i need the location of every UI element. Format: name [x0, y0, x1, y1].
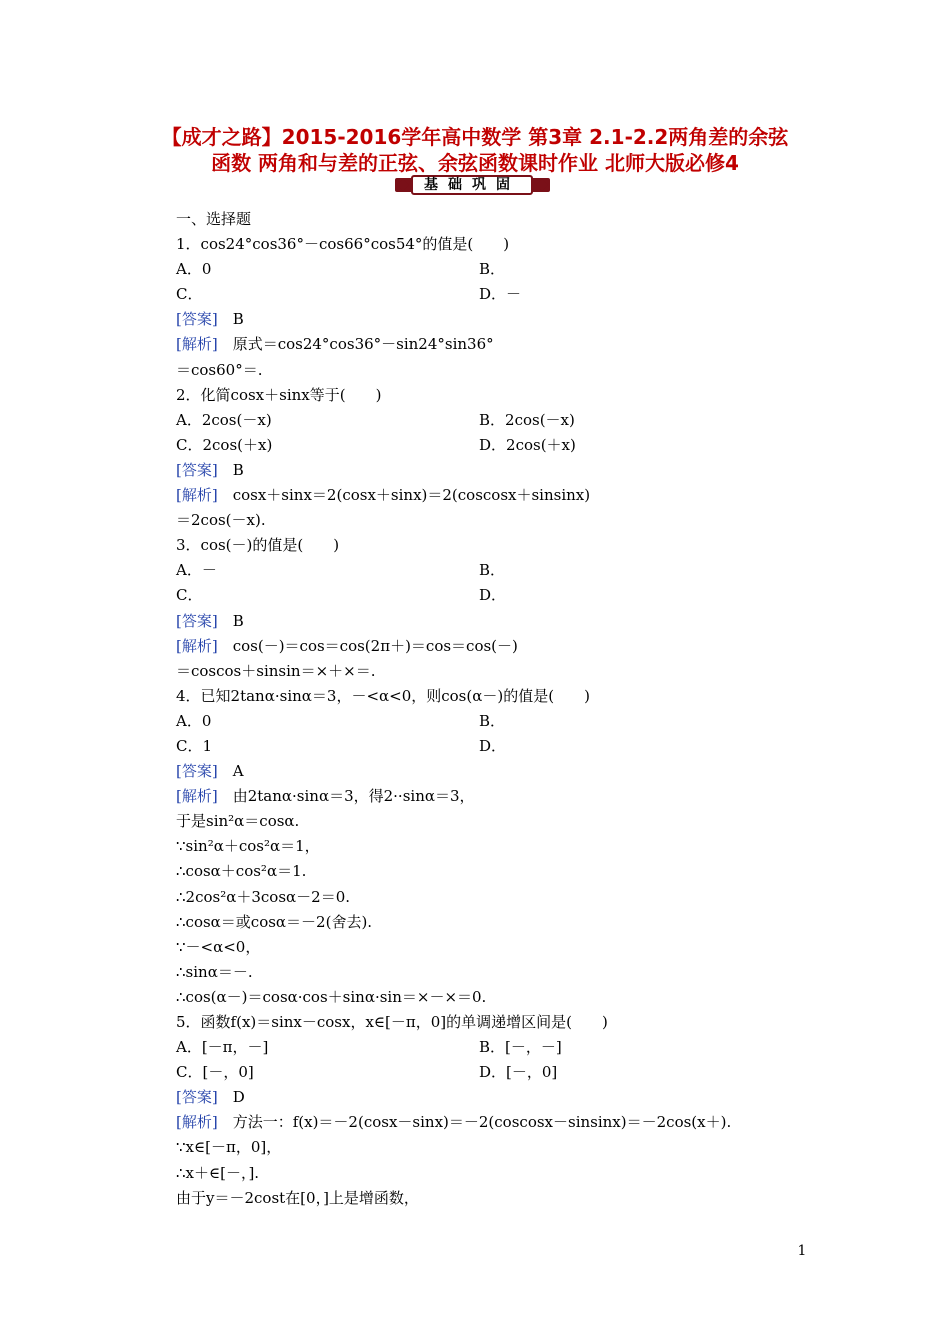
- analysis-line: ∵x∈[－π，0]，: [176, 1138, 282, 1157]
- answer-value: B: [217, 460, 244, 479]
- analysis-text: 方法一：f(x)＝－2(cosx－sinx)＝－2(coscosx－sinsinx)＝－2cos(x＋).: [217, 1113, 732, 1132]
- page-number: 1: [797, 1243, 807, 1259]
- analysis-text: 原式＝cos24°cos36°－sin24°sin36°: [217, 335, 494, 354]
- analysis-line: 于是sin²α＝cosα.: [176, 812, 300, 831]
- option-c: C．1: [176, 736, 213, 755]
- analysis-text: 由2tanα·sinα＝3，得2··sinα＝3，: [217, 787, 475, 806]
- analysis-text: cosx＋sinx＝2(cosx＋sinx)＝2(coscosx＋sinsinx): [217, 486, 591, 505]
- option-d: D．[－，0]: [479, 1063, 558, 1082]
- answer-tag: [答案]: [176, 762, 218, 781]
- option-b: B．: [479, 260, 506, 279]
- answer-value: A: [217, 762, 244, 781]
- question-4-options-row-2: [176, 734, 816, 759]
- question-1-options-row-1: [176, 257, 816, 282]
- analysis-line: ∵sin²α＋cos²α＝1，: [176, 837, 320, 856]
- section-banner: [395, 174, 550, 196]
- option-d: D．－: [479, 285, 522, 304]
- answer-tag: [答案]: [176, 460, 218, 479]
- analysis-line: ∴x＋∈[－，].: [176, 1163, 260, 1182]
- question-3-answer: [176, 609, 816, 634]
- option-b: B．: [479, 561, 506, 580]
- option-c: C．[－，0]: [176, 1063, 254, 1082]
- answer-tag: [答案]: [176, 310, 218, 329]
- option-a: A．2cos(－x): [176, 410, 272, 429]
- question-1-stem: 1．cos24°cos36°－cos66°cos54°的值是( ): [176, 235, 510, 254]
- answer-tag: [答案]: [176, 1088, 218, 1107]
- option-b: B．2cos(－x): [479, 410, 575, 429]
- section-heading: 一、选择题: [176, 210, 252, 228]
- question-4-analysis: [176, 784, 816, 809]
- question-2-options-row-1: [176, 408, 816, 433]
- analysis-line: ∵－<α<0，: [176, 937, 261, 956]
- answer-value: B: [217, 611, 244, 630]
- analysis-line: ＝cos60°＝.: [176, 360, 263, 379]
- analysis-tag: [解析]: [176, 787, 218, 806]
- document-title: [120, 124, 830, 176]
- question-3-options-row-1: [176, 558, 816, 583]
- analysis-line: ∴cosα＝或cosα＝－2(舍去).: [176, 912, 373, 931]
- option-c: C．: [176, 285, 203, 304]
- analysis-tag: [解析]: [176, 1113, 218, 1132]
- question-3-stem: 3．cos(－)的值是( ): [176, 536, 340, 555]
- answer-value: D: [217, 1088, 245, 1107]
- question-1-analysis: [176, 332, 816, 357]
- option-d: D．: [479, 586, 507, 605]
- question-5-options-row-1: [176, 1035, 816, 1060]
- option-a: A．－: [176, 561, 217, 580]
- analysis-line: ＝2cos(－x).: [176, 511, 266, 530]
- title-line-2: 函数 两角和与差的正弦、余弦函数课时作业 北师大版必修4: [211, 151, 739, 175]
- question-4-stem: 4．已知2tanα·sinα＝3，－<α<0，则cos(α－)的值是( ): [176, 686, 590, 705]
- answer-tag: [答案]: [176, 611, 218, 630]
- analysis-line: ∴cos(α－)＝cosα·cos＋sinα·sin＝×－×＝0.: [176, 987, 487, 1006]
- question-4-options-row-1: [176, 709, 816, 734]
- title-line-1: 【成才之路】2015-2016学年高中数学 第3章 2.1-2.2两角差的余弦: [161, 125, 789, 149]
- analysis-line: 由于y＝－2cost在[0，]上是增函数，: [176, 1188, 419, 1207]
- analysis-line: ∴2cos²α＋3cosα－2＝0.: [176, 887, 351, 906]
- option-c: C．: [176, 586, 203, 605]
- question-5-answer: [176, 1085, 816, 1110]
- question-5-stem: 5．函数f(x)＝sinx－cosx，x∈[－π，0]的单调递增区间是( ): [176, 1013, 608, 1031]
- option-a: A．[－π，－]: [176, 1038, 269, 1057]
- question-4-answer: [176, 759, 816, 784]
- option-b: B．: [479, 711, 506, 730]
- option-c: C．2cos(＋x): [176, 435, 273, 454]
- question-2-stem: 2．化简cosx＋sinx等于( ): [176, 385, 382, 404]
- question-5-options-row-2: [176, 1060, 816, 1085]
- question-1-options-row-2: [176, 282, 816, 307]
- analysis-tag: [解析]: [176, 636, 218, 655]
- analysis-line: ∴cosα＋cos²α＝1.: [176, 862, 307, 881]
- option-d: D．2cos(＋x): [479, 435, 576, 454]
- question-2-options-row-2: [176, 433, 816, 458]
- question-3-analysis: [176, 634, 816, 659]
- option-b: B．[－，－]: [479, 1038, 562, 1057]
- analysis-tag: [解析]: [176, 335, 218, 354]
- analysis-line: ＝coscos＋sinsin＝×＋×＝.: [176, 661, 376, 680]
- answer-value: B: [217, 310, 244, 329]
- analysis-line: ∴sinα＝－.: [176, 962, 253, 981]
- option-d: D．: [479, 736, 507, 755]
- question-2-answer: [176, 458, 816, 483]
- analysis-text: cos(－)＝cos＝cos(2π＋)＝cos＝cos(－): [217, 636, 518, 655]
- banner-label: 基础巩固: [411, 175, 533, 195]
- question-2-analysis: [176, 483, 816, 508]
- option-a: A．0: [176, 711, 212, 730]
- question-1-answer: [176, 307, 816, 332]
- document-body: [176, 207, 816, 1211]
- option-a: A．0: [176, 260, 212, 279]
- question-5-analysis: [176, 1110, 816, 1135]
- question-3-options-row-2: [176, 583, 816, 608]
- analysis-tag: [解析]: [176, 486, 218, 505]
